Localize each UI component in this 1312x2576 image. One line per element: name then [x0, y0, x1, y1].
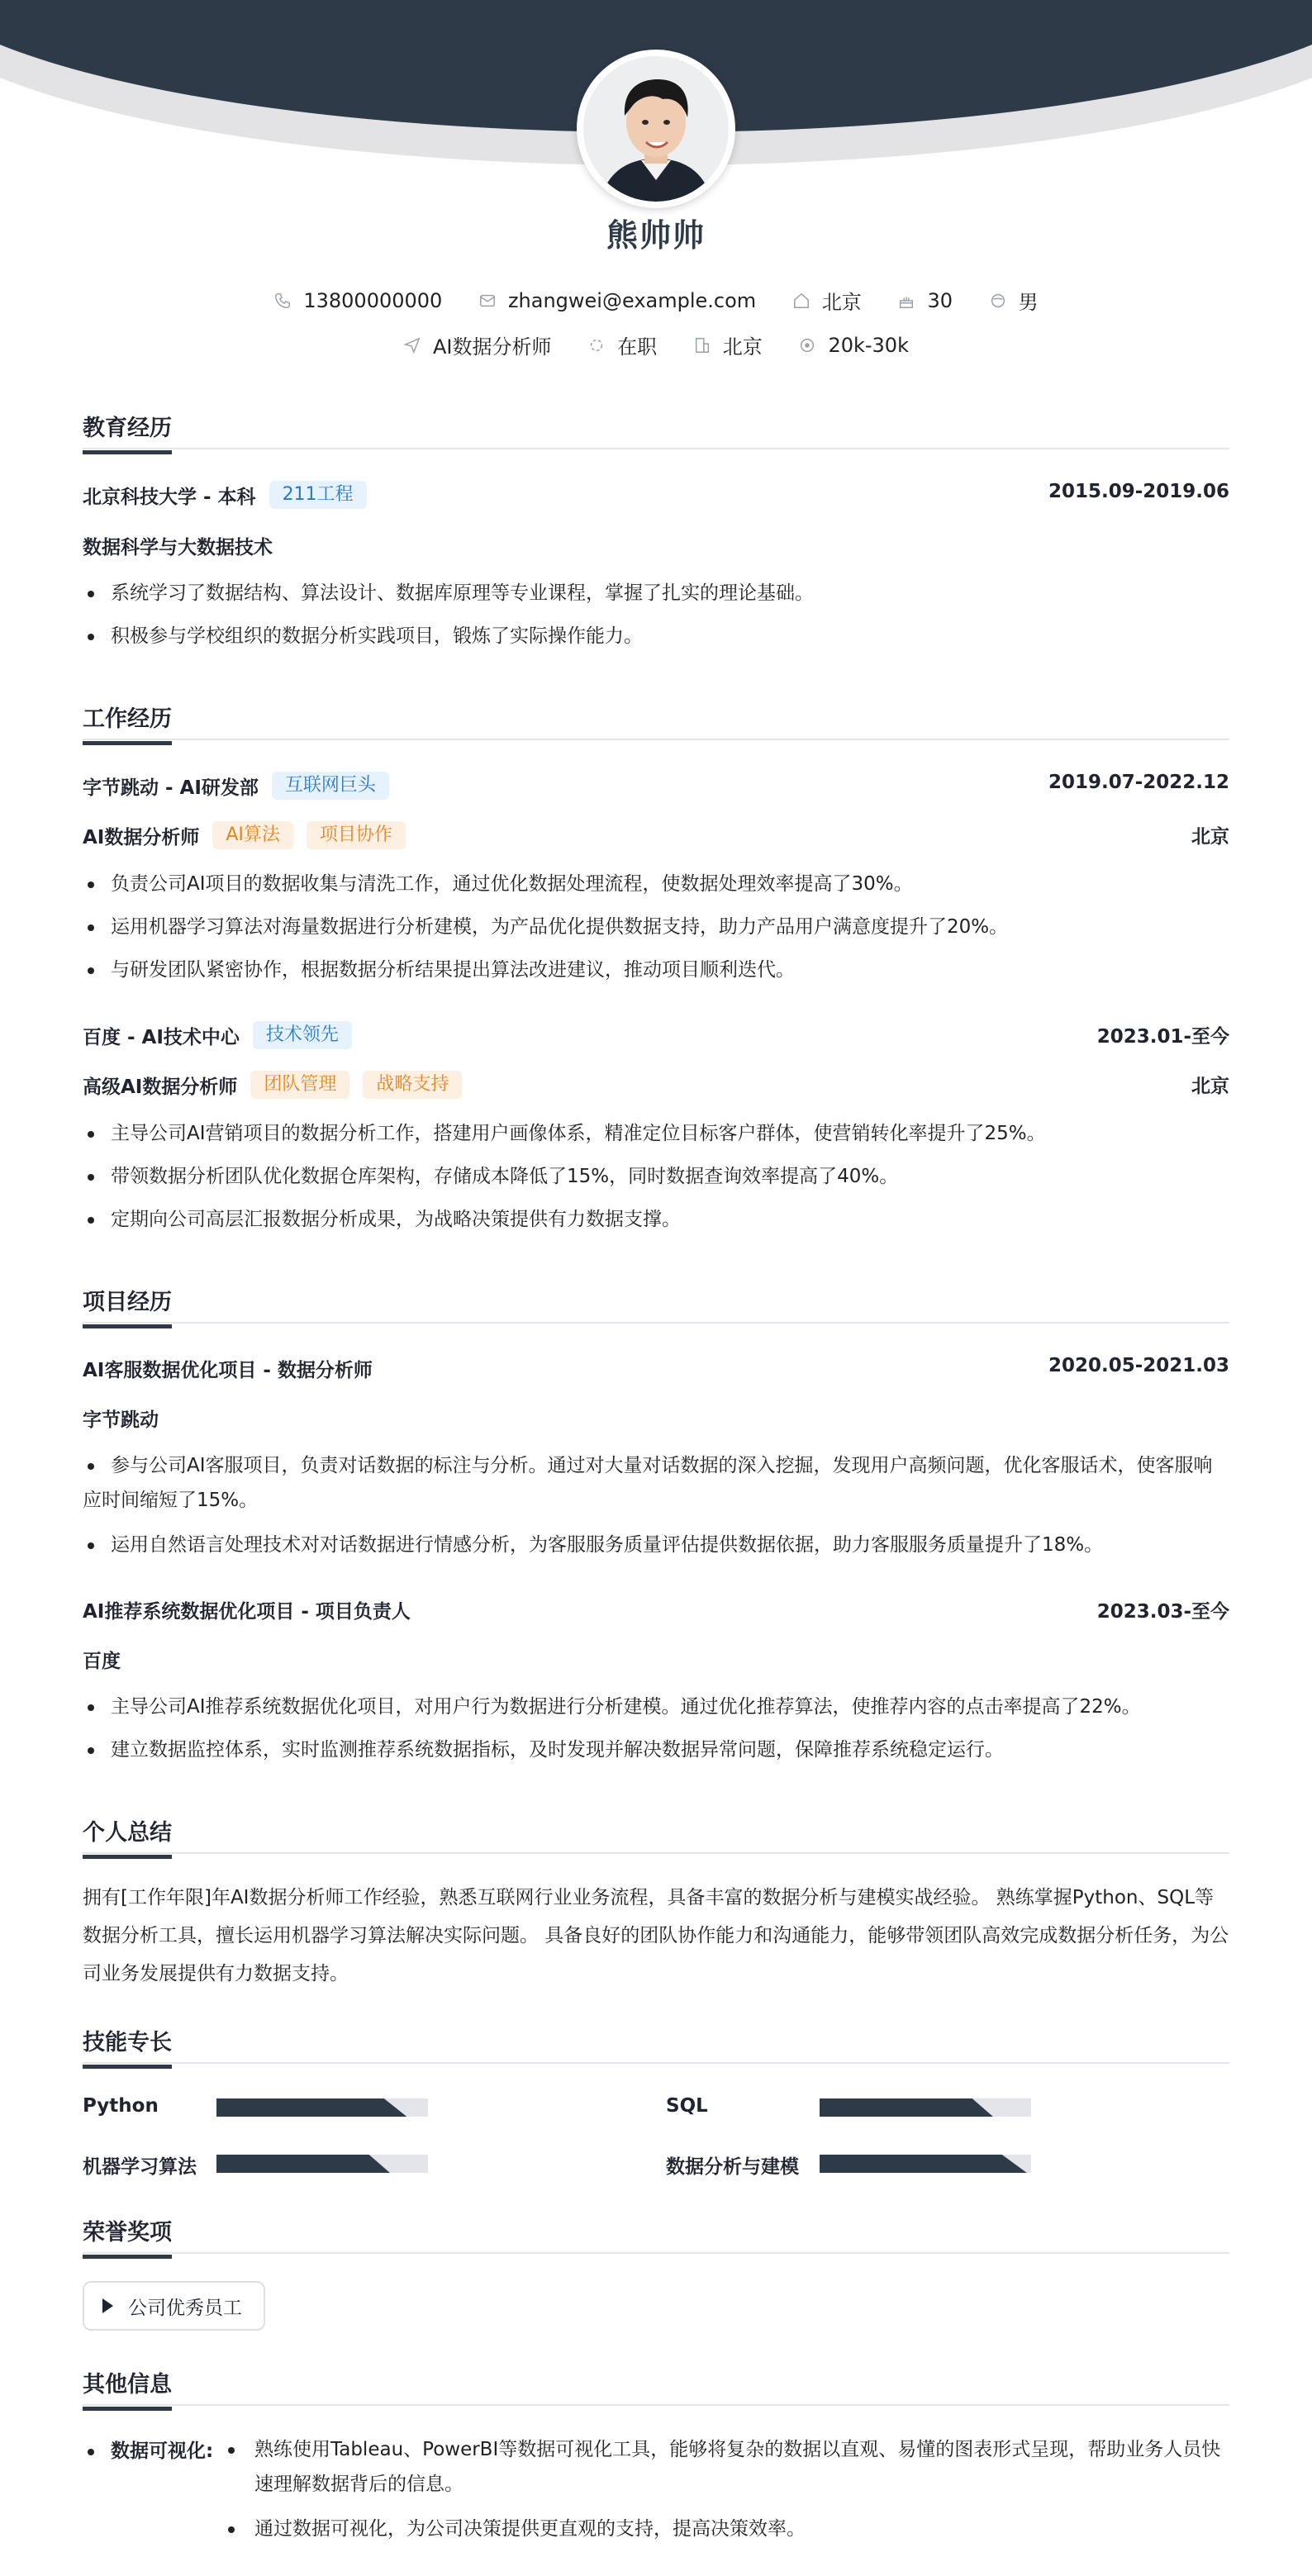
project-name: AI客服数据优化项目 - 数据分析师: [83, 1360, 373, 1381]
education-section-title: 教育经历: [83, 410, 1229, 449]
project-date: 2023.03-至今: [1096, 1601, 1229, 1623]
company-name: 字节跳动 - AI研发部: [83, 777, 259, 799]
skills-section-title: 技能专长: [83, 2024, 1229, 2064]
education-bullet: 积极参与学校组织的数据分析实践项目，锻炼了实际操作能力。: [83, 619, 1229, 654]
location-item: 北京: [792, 286, 862, 315]
position-tag: 项目协作: [307, 821, 406, 849]
position-tag: 战略支持: [363, 1071, 462, 1099]
target-city-item: 北京: [693, 330, 763, 359]
skill-bar: [820, 2155, 1031, 2173]
gender-icon: [989, 292, 1007, 310]
job-bullet: 运用机器学习算法对海量数据进行分析建模，为产品优化提供数据支持，助力产品用户满意度提升了20%。: [83, 910, 1229, 944]
age-item: 30: [897, 289, 953, 312]
projects-section-title: 项目经历: [83, 1284, 1229, 1324]
job-date: 2023.01-至今: [1096, 1026, 1229, 1048]
building-icon: [693, 336, 711, 354]
company-tag: 互联网巨头: [272, 772, 389, 800]
job-bullet: 主导公司AI营销项目的数据分析工作，搭建用户画像体系，精准定位目标客户群体，使营销转化率提升了25%。: [83, 1116, 1229, 1151]
position-name: AI数据分析师: [83, 826, 200, 848]
other-bullet: 通过数据可视化，为公司决策提供更直观的支持，提高决策效率。: [223, 2512, 1229, 2546]
position-tag: 团队管理: [250, 1071, 349, 1099]
position-tag: AI算法: [212, 821, 293, 849]
job-city: 北京: [1191, 826, 1229, 848]
school-name: 北京科技大学 - 本科: [83, 486, 256, 508]
project-bullet: 运用自然语言处理技术对对话数据进行情感分析，为客服服务质量评估提供数据依据，助力客服服务质量提升了18%。: [83, 1528, 1229, 1562]
contact-info-row: [0, 286, 1312, 315]
skill-name: 机器学习算法: [83, 2156, 197, 2178]
job-bullet: 定期向公司高层汇报数据分析成果，为战略决策提供有力数据支撑。: [83, 1202, 1229, 1237]
skill-bar: [216, 2155, 428, 2173]
project-org: 百度: [83, 1651, 121, 1672]
skill-name: SQL: [666, 2095, 708, 2117]
summary-section-title: 个人总结: [83, 1814, 1229, 1854]
work-section-title: 工作经历: [83, 701, 1229, 740]
job-date: 2019.07-2022.12: [1048, 772, 1229, 793]
gender-item: 男: [989, 286, 1039, 315]
send-icon: [403, 336, 421, 354]
avatar: [577, 50, 735, 208]
company-tag: 技术领先: [253, 1021, 352, 1049]
skill-bar: [216, 2098, 428, 2117]
project-date: 2020.05-2021.03: [1048, 1355, 1229, 1376]
skill-name: Python: [83, 2095, 159, 2117]
position-name: 高级AI数据分析师: [83, 1076, 238, 1098]
candidate-name: 熊帅帅: [606, 217, 706, 254]
project-bullet: 主导公司AI推荐系统数据优化项目，对用户行为数据进行分析建模。通过优化推荐算法，使推荐内容的点击率提高了22%。: [83, 1690, 1229, 1724]
project-bullet: 参与公司AI客服项目，负责对话数据的标注与分析。通过对大量对话数据的深入挖掘，发现用户高频问题，优化客服话术，使客服响应时间缩短了15%。: [83, 1448, 1229, 1518]
award-badge: 公司优秀员工: [83, 2281, 265, 2331]
major: 数据科学与大数据技术: [83, 537, 273, 558]
project-bullet: 建立数据监控体系，实时监测推荐系统数据指标，及时发现并解决数据异常问题，保障推荐系统稳定运行。: [83, 1732, 1229, 1767]
cake-icon: [897, 292, 915, 310]
project-name: AI推荐系统数据优化项目 - 项目负责人: [83, 1601, 411, 1623]
job-bullet: 与研发团队紧密协作，根据数据分析结果提出算法改进建议，推动项目顺利迭代。: [83, 953, 1229, 987]
other-key: 数据可视化:: [83, 2436, 213, 2463]
status-icon: [587, 336, 606, 354]
school-tag: 211工程: [269, 481, 367, 509]
skill-bar: [820, 2098, 1031, 2117]
email-item: zhangwei@example.com: [478, 289, 756, 312]
mail-icon: [478, 292, 497, 310]
education-date: 2015.09-2019.06: [1048, 481, 1229, 502]
home-icon: [792, 292, 810, 310]
avatar-portrait: [583, 56, 729, 202]
salary-item: 20k-30k: [798, 334, 909, 357]
summary-text: 拥有[工作年限]年AI数据分析师工作经验，熟悉互联网行业业务流程，具备丰富的数据分析与建模实战经验。 熟练掌握Python、SQL等数据分析工具，擅长运用机器学习算法解决实际问题。 具备良好的团队协作能力和沟通能力，能够带领团队高效完成数据分析任务，为公司业务发展提供有力数据支持。: [83, 1887, 1229, 1984]
salary-icon: [798, 336, 816, 354]
phone-icon: [273, 292, 292, 310]
other-section-title: 其他信息: [83, 2366, 1229, 2406]
job-bullet: 负责公司AI项目的数据收集与清洗工作，通过优化数据处理流程，使数据处理效率提高了30%。: [83, 867, 1229, 901]
target-job-item: AI数据分析师: [403, 330, 552, 359]
honors-section-title: 荣誉奖项: [83, 2214, 1229, 2254]
skill-name: 数据分析与建模: [666, 2156, 799, 2178]
phone-item: 13800000000: [273, 289, 442, 312]
triangle-icon: [102, 2298, 113, 2313]
job-intention-row: [0, 330, 1312, 359]
job-bullet: 带领数据分析团队优化数据仓库架构，存储成本降低了15%，同时数据查询效率提高了40%。: [83, 1159, 1229, 1194]
company-name: 百度 - AI技术中心: [83, 1026, 240, 1048]
education-bullet: 系统学习了数据结构、算法设计、数据库原理等专业课程，掌握了扎实的理论基础。: [83, 576, 1229, 611]
project-org: 字节跳动: [83, 1409, 159, 1431]
other-bullet: 熟练使用Tableau、PowerBI等数据可视化工具，能够将复杂的数据以直观、易懂的图表形式呈现，帮助业务人员快速理解数据背后的信息。: [223, 2432, 1229, 2502]
job-status-item: 在职: [587, 330, 657, 359]
job-city: 北京: [1191, 1076, 1229, 1097]
